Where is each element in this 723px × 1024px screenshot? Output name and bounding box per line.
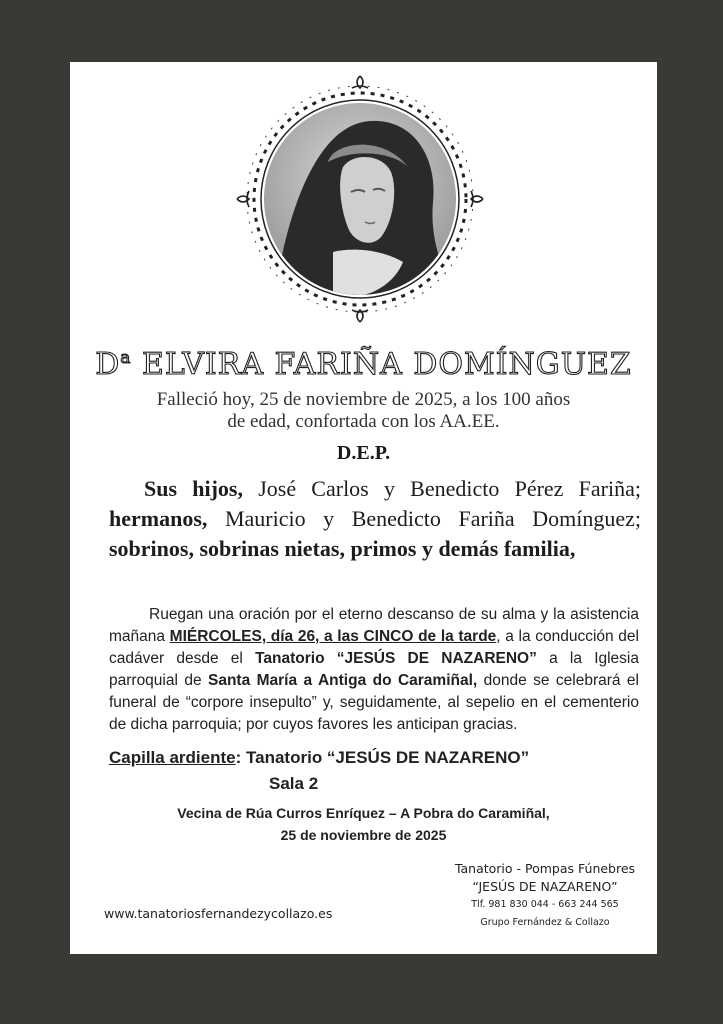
family-paragraph: Sus hijos, José Carlos y Benedicto Pérez Fariña; hermanos, Mauricio y Benedicto Fariña Domínguez; sobrinos, sobrinas nietas, primos y demás familia, <box>109 476 641 561</box>
funeral-home-info: Tanatorio - Pompas Fúnebres “JESÚS DE NAZARENO” Tlf. 981 830 044 - 663 244 565 Grupo Fernández & Collazo <box>454 861 636 928</box>
deceased-name: $D^a$ ELVIRA FARIÑA DOMÍNGUEZ <box>95 347 632 382</box>
virgin-mary-medallion <box>233 72 487 326</box>
website-link[interactable]: www.tanatoriosfernandezycollazo.es <box>104 906 333 921</box>
service-paragraph: Ruegan una oración por el eterno descanso de su alma y la asistencia mañana MIÉRCOLES, día 26, a las CINCO de la tarde, a la conducción del cadáver desde el Tanatorio “JESÚS DE NAZARENO” a la Iglesia parroquial de Santa María a Antiga do Caramiñal, donde se celebrará el funeral de “corpore insepulto” y, seguidamente, al sepelio en el cementerio de dicha parroquia; por cuyos favores les anticipan gracias. <box>109 606 639 733</box>
death-notice: Falleció hoy, 25 de noviembre de 2025, a los 100 años de edad, confortada con los AA.EE. <box>156 389 571 432</box>
capilla-ardiente: Capilla ardiente: Tanatorio “JESÚS DE NAZARENO” <box>109 748 530 767</box>
residence-date: Vecina de Rúa Curros Enríquez – A Pobra do Caramiñal, 25 de noviembre de 2025 <box>177 805 550 843</box>
dep-heading: D.E.P. <box>336 442 391 464</box>
obituary-sheet <box>70 62 657 954</box>
sala: Sala 2 <box>269 774 319 793</box>
